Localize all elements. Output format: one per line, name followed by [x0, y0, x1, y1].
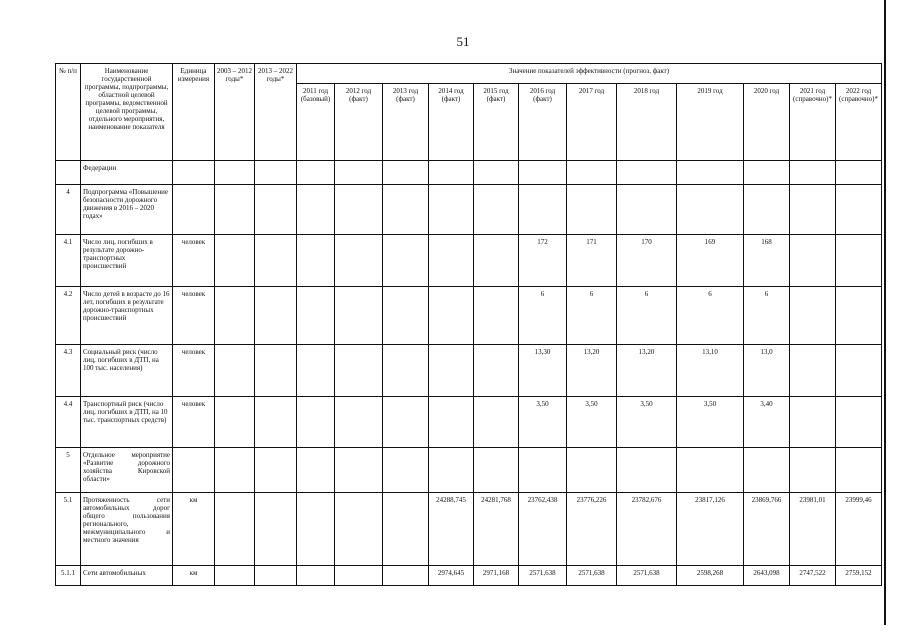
row-value-cell: 24288,745 — [429, 493, 474, 566]
col-header-unit: Единица измерения — [173, 64, 215, 161]
row-value-cell — [474, 448, 519, 493]
col-header-year: 2016 год (факт) — [519, 84, 567, 161]
row-value-cell — [744, 161, 790, 185]
table-row — [56, 161, 882, 185]
table-row — [56, 397, 882, 448]
row-value-cell — [474, 397, 519, 448]
row-value-cell: 6 — [567, 287, 617, 345]
row-value-cell — [790, 345, 836, 397]
table-row — [56, 287, 882, 345]
row-value-cell: 168 — [744, 235, 790, 287]
row-value-cell — [429, 161, 474, 185]
row-value-cell — [335, 397, 383, 448]
row-value-cell — [383, 185, 429, 235]
row-value-cell: 6 — [677, 287, 744, 345]
row-value-cell: 2759,152 — [836, 566, 882, 586]
row-name: Протяженность сети автомобильных дорог общего пользования регионального, межмуниципального и местного значения — [81, 493, 173, 566]
row-2013-2022 — [255, 493, 297, 566]
row-value-cell — [383, 493, 429, 566]
row-value-cell — [335, 448, 383, 493]
row-unit: человек — [173, 235, 215, 287]
row-value-cell: 23869,766 — [744, 493, 790, 566]
row-number: 4 — [56, 185, 81, 235]
row-name: Федерации — [81, 161, 173, 185]
page-edge-rule — [884, 0, 886, 625]
row-unit: человек — [173, 287, 215, 345]
col-header-name: Наименование государственной программы, подпрограммы, областной целевой программы, ведомственной целевой программы, отдельного мероприятия, наименование показателя — [81, 64, 173, 161]
row-value-cell — [836, 287, 882, 345]
row-2003-2012 — [215, 345, 255, 397]
row-value-cell: 13,20 — [567, 345, 617, 397]
row-value-cell: 6 — [617, 287, 677, 345]
row-value-cell: 2571,638 — [519, 566, 567, 586]
row-2013-2022 — [255, 448, 297, 493]
header-row-1 — [56, 64, 882, 84]
col-header-year: 2019 год — [677, 84, 744, 161]
row-value-cell — [474, 235, 519, 287]
row-2003-2012 — [215, 161, 255, 185]
row-unit: км — [173, 566, 215, 586]
row-unit — [173, 161, 215, 185]
row-value-cell — [790, 448, 836, 493]
row-name: Число лиц, погибших в результате дорожно-транспортных происшествий — [81, 235, 173, 287]
row-value-cell — [617, 161, 677, 185]
row-unit — [173, 448, 215, 493]
row-value-cell — [429, 345, 474, 397]
row-value-cell — [836, 161, 882, 185]
row-number: 5.1.1 — [56, 566, 81, 586]
row-value-cell — [383, 235, 429, 287]
row-2013-2022 — [255, 566, 297, 586]
row-value-cell — [429, 397, 474, 448]
row-2003-2012 — [215, 397, 255, 448]
row-value-cell — [383, 345, 429, 397]
col-header-year: 2013 год (факт) — [383, 84, 429, 161]
row-value-cell — [790, 287, 836, 345]
row-value-cell — [744, 448, 790, 493]
row-value-cell — [519, 448, 567, 493]
row-value-cell — [474, 287, 519, 345]
row-value-cell — [429, 287, 474, 345]
row-value-cell — [335, 493, 383, 566]
row-value-cell — [567, 185, 617, 235]
row-name: Социальный риск (число лиц, погибших в ДТП, на 100 тыс. населения) — [81, 345, 173, 397]
table-row — [56, 235, 882, 287]
col-header-year: 2015 год (факт) — [474, 84, 519, 161]
row-value-cell — [297, 185, 335, 235]
row-2013-2022 — [255, 235, 297, 287]
row-number: 5.1 — [56, 493, 81, 566]
row-value-cell — [790, 235, 836, 287]
row-unit — [173, 185, 215, 235]
row-name: Подпрограмма «Повышение безопасности дорожного движения в 2016 – 2020 годах» — [81, 185, 173, 235]
row-value-cell: 2971,168 — [474, 566, 519, 586]
row-value-cell — [474, 161, 519, 185]
row-value-cell: 6 — [519, 287, 567, 345]
row-value-cell: 2643,098 — [744, 566, 790, 586]
row-value-cell — [836, 345, 882, 397]
row-value-cell — [383, 397, 429, 448]
row-value-cell: 23981,01 — [790, 493, 836, 566]
row-value-cell — [567, 448, 617, 493]
row-value-cell — [297, 448, 335, 493]
row-number: 4.2 — [56, 287, 81, 345]
row-value-cell — [836, 397, 882, 448]
row-value-cell: 172 — [519, 235, 567, 287]
row-2013-2022 — [255, 161, 297, 185]
row-2003-2012 — [215, 287, 255, 345]
table-row — [56, 345, 882, 397]
row-value-cell: 2598,268 — [677, 566, 744, 586]
row-value-cell — [335, 566, 383, 586]
row-value-cell — [677, 161, 744, 185]
row-number: 4.3 — [56, 345, 81, 397]
row-number: 5 — [56, 448, 81, 493]
row-unit: км — [173, 493, 215, 566]
row-value-cell — [429, 235, 474, 287]
col-header-2013-2022: 2013 – 2022 годы* — [255, 64, 297, 161]
row-value-cell: 171 — [567, 235, 617, 287]
row-value-cell — [429, 448, 474, 493]
row-value-cell — [335, 345, 383, 397]
row-value-cell — [836, 235, 882, 287]
row-value-cell — [474, 185, 519, 235]
row-value-cell — [297, 161, 335, 185]
row-value-cell — [836, 185, 882, 235]
row-unit: человек — [173, 397, 215, 448]
col-header-2003-2012: 2003 – 2012 годы* — [215, 64, 255, 161]
col-header-year: 2014 год (факт) — [429, 84, 474, 161]
row-value-cell: 170 — [617, 235, 677, 287]
row-value-cell — [474, 345, 519, 397]
col-header-year: 2021 год (справочно)* — [790, 84, 836, 161]
row-name: Транспортный риск (число лиц, погибших в ДТП, на 10 тыс. транспортных средств) — [81, 397, 173, 448]
row-value-cell: 23776,226 — [567, 493, 617, 566]
row-value-cell — [383, 161, 429, 185]
row-value-cell — [383, 448, 429, 493]
row-value-cell: 23762,438 — [519, 493, 567, 566]
row-value-cell — [519, 185, 567, 235]
row-value-cell — [297, 235, 335, 287]
row-value-cell — [836, 448, 882, 493]
row-2013-2022 — [255, 345, 297, 397]
row-value-cell — [567, 161, 617, 185]
row-value-cell — [297, 493, 335, 566]
row-2013-2022 — [255, 185, 297, 235]
row-value-cell: 13,30 — [519, 345, 567, 397]
row-2013-2022 — [255, 287, 297, 345]
row-value-cell — [297, 345, 335, 397]
row-value-cell: 2571,638 — [617, 566, 677, 586]
col-header-group: Значение показателей эффективности (прогноз, факт) — [297, 64, 882, 84]
row-value-cell — [297, 287, 335, 345]
col-header-year: 2012 год (факт) — [335, 84, 383, 161]
row-value-cell: 3,40 — [744, 397, 790, 448]
row-value-cell: 13,0 — [744, 345, 790, 397]
row-value-cell: 2974,645 — [429, 566, 474, 586]
row-value-cell — [383, 287, 429, 345]
row-value-cell — [617, 448, 677, 493]
row-value-cell — [790, 185, 836, 235]
row-value-cell — [297, 566, 335, 586]
col-header-year: 2018 год — [617, 84, 677, 161]
col-header-year: 2017 год — [567, 84, 617, 161]
col-header-year: 2011 год (базовый) — [297, 84, 335, 161]
table-row — [56, 185, 882, 235]
row-number — [56, 161, 81, 185]
row-number: 4.4 — [56, 397, 81, 448]
row-unit: человек — [173, 345, 215, 397]
row-number: 4.1 — [56, 235, 81, 287]
row-value-cell: 3,50 — [519, 397, 567, 448]
row-value-cell: 169 — [677, 235, 744, 287]
col-header-no: № п/п — [56, 64, 81, 161]
row-value-cell — [335, 287, 383, 345]
row-value-cell — [297, 397, 335, 448]
row-value-cell: 2747,522 — [790, 566, 836, 586]
row-value-cell: 23817,126 — [677, 493, 744, 566]
row-name: Число детей в возрасте до 16 лет, погибших в результате дорожно-транспортных происшествий — [81, 287, 173, 345]
row-value-cell — [677, 185, 744, 235]
row-2003-2012 — [215, 493, 255, 566]
row-value-cell: 13,10 — [677, 345, 744, 397]
row-value-cell: 3,50 — [567, 397, 617, 448]
row-name: Сети автомобильных — [81, 566, 173, 586]
indicators-table — [55, 63, 882, 586]
row-value-cell — [335, 161, 383, 185]
row-2003-2012 — [215, 235, 255, 287]
row-value-cell — [790, 161, 836, 185]
col-header-year: 2022 год (справочно)* — [836, 84, 882, 161]
row-2003-2012 — [215, 448, 255, 493]
table-row — [56, 493, 882, 566]
row-value-cell — [790, 397, 836, 448]
row-value-cell: 3,50 — [677, 397, 744, 448]
row-value-cell: 3,50 — [617, 397, 677, 448]
col-header-year: 2020 год — [744, 84, 790, 161]
row-value-cell: 2571,638 — [567, 566, 617, 586]
row-value-cell: 6 — [744, 287, 790, 345]
row-value-cell — [335, 185, 383, 235]
row-value-cell: 24281,768 — [474, 493, 519, 566]
row-value-cell — [519, 161, 567, 185]
row-value-cell — [383, 566, 429, 586]
row-value-cell: 13,20 — [617, 345, 677, 397]
row-2013-2022 — [255, 397, 297, 448]
table-row — [56, 448, 882, 493]
page-number: 51 — [456, 34, 470, 49]
row-value-cell — [744, 185, 790, 235]
row-value-cell — [429, 185, 474, 235]
row-value-cell — [617, 185, 677, 235]
table-body — [56, 161, 882, 586]
table-row — [56, 566, 882, 586]
row-value-cell: 23999,46 — [836, 493, 882, 566]
row-value-cell: 23782,676 — [617, 493, 677, 566]
row-2003-2012 — [215, 185, 255, 235]
row-value-cell — [677, 448, 744, 493]
row-2003-2012 — [215, 566, 255, 586]
row-value-cell — [335, 235, 383, 287]
row-name: Отдельное мероприятие «Развитие дорожного хозяйства Кировской области» — [81, 448, 173, 493]
